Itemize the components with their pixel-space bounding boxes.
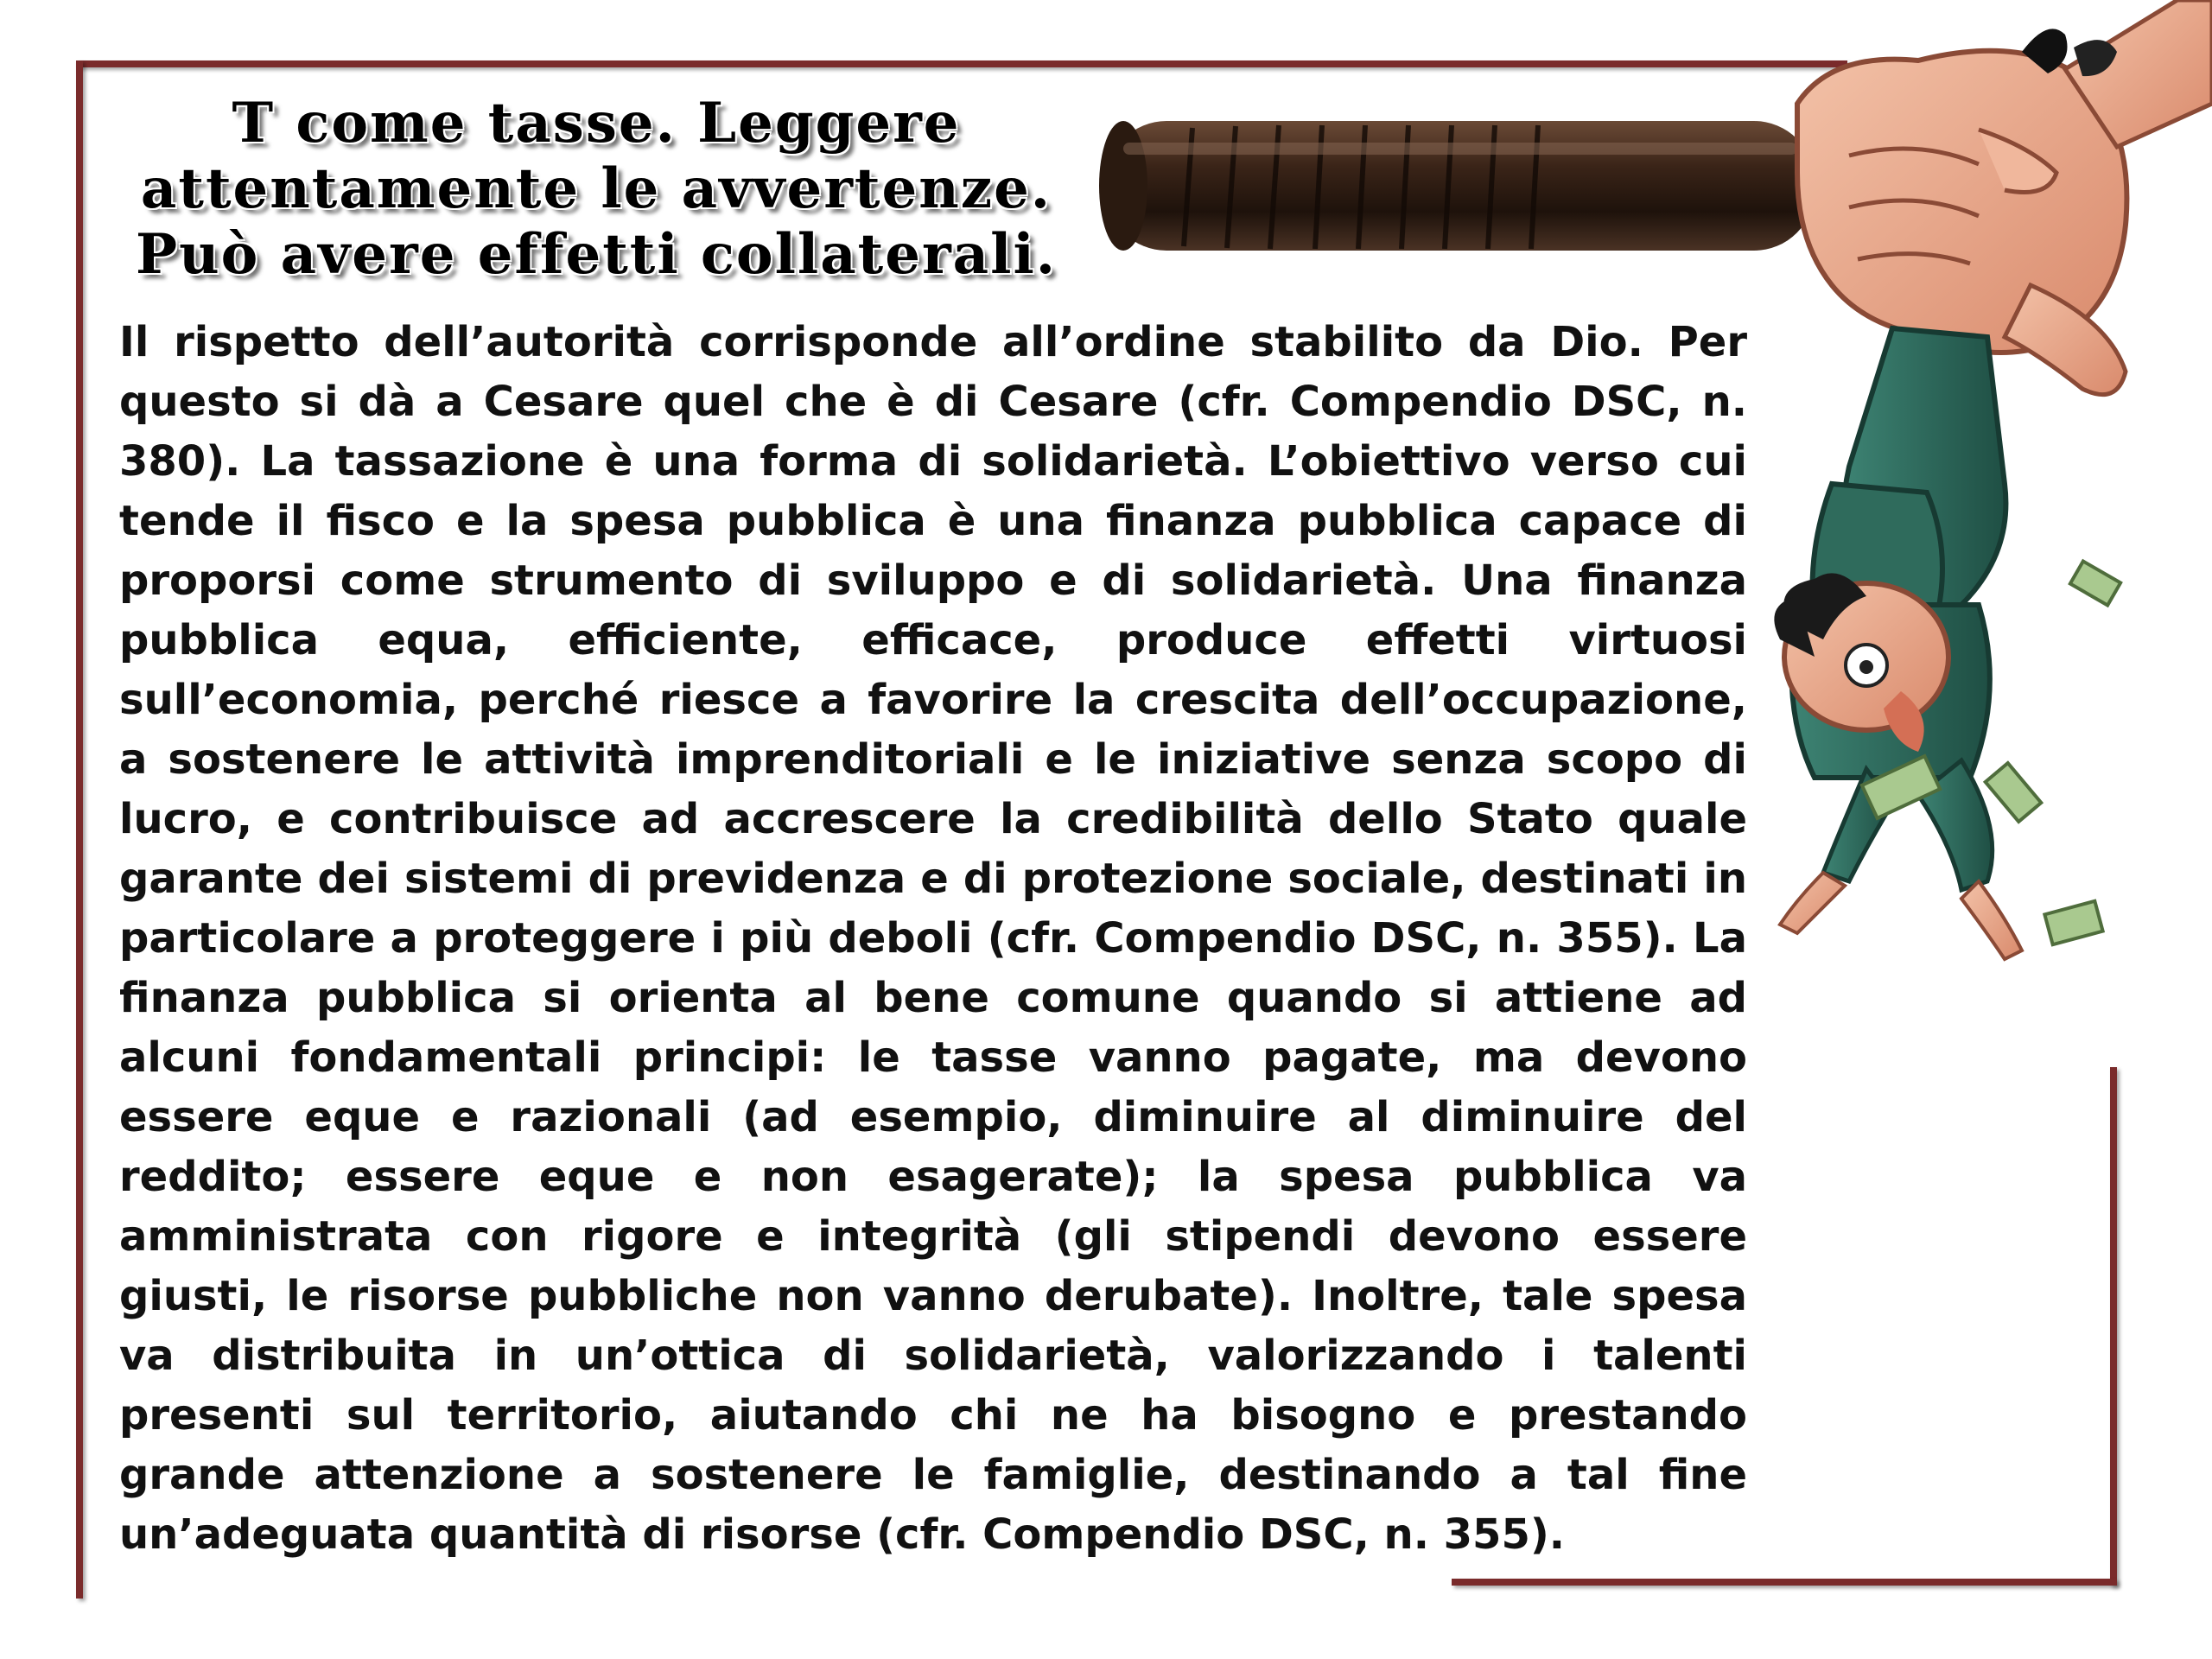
frame-right-line (2110, 1067, 2117, 1586)
body-paragraph: Il rispetto dell’autorità corrisponde all’ordine stabilito da Dio. Per questo si dà a Cesare quel che è di Cesare (cfr. Compendio DSC, n. 380). La tassazione è una forma di solidarietà. L’obiettivo verso cui tende il fisco e la spesa pubblica è una finanza pubblica capace di proporsi come strumento di sviluppo e di solidarietà. Una finanza pubblica equa, efficiente, efficace, produce effetti virtuosi sull’economia, perché riesce a favorire la crescita dell’occupazione, a sostenere le attività imprenditoriali e le iniziative senza scopo di lucro, e contribuisce ad accrescere la credibilità dello Stato quale garante dei sistemi di previdenza e di protezione sociale, destinati in particolare a proteggere i più deboli (cfr. Compendio DSC, n. 355). La finanza pubblica si orienta al bene comune quando si attiene ad alcuni fondamentali principi: le tasse vanno pagate, ma devono essere eque e razionali (ad esempio, diminuire al diminuire del reddito; essere eque e non esagerate); la spesa pubblica va amministrata con rigore e integrità (gli stipendi devono essere giusti, le risorse pubbliche non vanno derubate). Inoltre, tale spesa va distribuita in un’ottica di solidarietà, valorizzando i talenti presenti sul territorio, aiutando chi ne ha bisogno e prestando grande attenzione a sostenere le famiglie, destinando a tal fine un’adeguata quantità di risorse (cfr. Compendio DSC, n. 355). (119, 318, 1747, 1559)
fist-icon (1797, 0, 2212, 395)
frame-bottom-line (1452, 1579, 2117, 1586)
hanging-man-icon (1774, 328, 2022, 959)
title-line-2: attentamente le avvertenze. (140, 156, 1052, 221)
baton-icon (1099, 121, 1815, 251)
title-line-1: T come tasse. Leggere (232, 91, 961, 156)
frame-left-line (76, 60, 83, 1599)
slide-title (95, 91, 1097, 288)
hanging-taxpayer-illustration (1089, 0, 2212, 1037)
title-line-3: Può avere effetti collaterali. (135, 222, 1058, 287)
